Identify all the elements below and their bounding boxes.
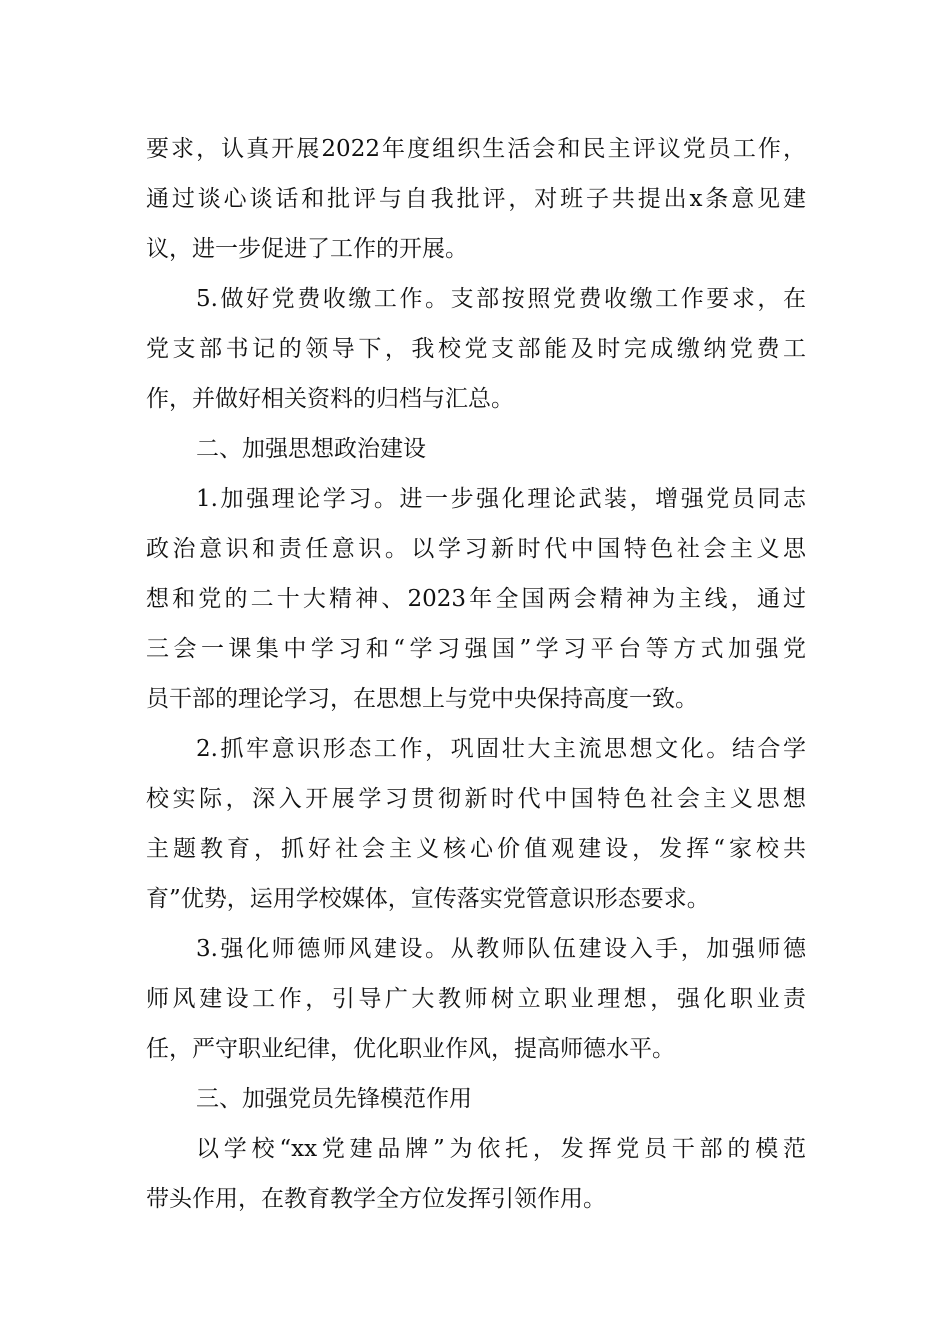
- text-line: 3.强化师德师风建设。从教师队伍建设入手，加强师德: [196, 936, 806, 962]
- text-line: 校实际，深入开展学习贯彻新时代中国特色社会主义思想: [146, 786, 806, 812]
- text-line: 作，并做好相关资料的归档与汇总。: [146, 386, 514, 412]
- text-line: 党支部书记的领导下，我校党支部能及时完成缴纳党费工: [146, 336, 806, 362]
- text-line: 育”优势，运用学校媒体，宣传落实党管意识形态要求。: [146, 886, 710, 912]
- text-line: 三会一课集中学习和“学习强国”学习平台等方式加强党: [146, 636, 806, 662]
- text-line: 师风建设工作，引导广大教师树立职业理想，强化职业责: [146, 986, 806, 1012]
- section-heading: 三、加强党员先锋模范作用: [196, 1086, 472, 1112]
- text-line: 要求，认真开展2022年度组织生活会和民主评议党员工作，: [146, 136, 806, 162]
- text-line: 通过谈心谈话和批评与自我批评，对班子共提出x条意见建: [146, 186, 806, 212]
- section-heading: 二、加强思想政治建设: [196, 436, 426, 462]
- text-line: 想和党的二十大精神、2023年全国两会精神为主线，通过: [146, 586, 806, 612]
- text-line: 带头作用，在教育教学全方位发挥引领作用。: [146, 1186, 606, 1212]
- text-line: 议，进一步促进了工作的开展。: [146, 236, 468, 262]
- document-page: [146, 124, 806, 1224]
- text-line: 2.抓牢意识形态工作，巩固壮大主流思想文化。结合学: [196, 736, 806, 762]
- text-line: 任，严守职业纪律，优化职业作风，提高师德水平。: [146, 1036, 675, 1062]
- text-line: 5.做好党费收缴工作。支部按照党费收缴工作要求，在: [196, 286, 806, 312]
- text-line: 1.加强理论学习。进一步强化理论武装，增强党员同志: [196, 486, 806, 512]
- text-line: 员干部的理论学习，在思想上与党中央保持高度一致。: [146, 686, 698, 712]
- text-line: 主题教育，抓好社会主义核心价值观建设，发挥“家校共: [146, 836, 806, 862]
- text-line: 政治意识和责任意识。以学习新时代中国特色社会主义思: [146, 536, 806, 562]
- text-line: 以学校“xx党建品牌”为依托，发挥党员干部的模范: [196, 1136, 806, 1162]
